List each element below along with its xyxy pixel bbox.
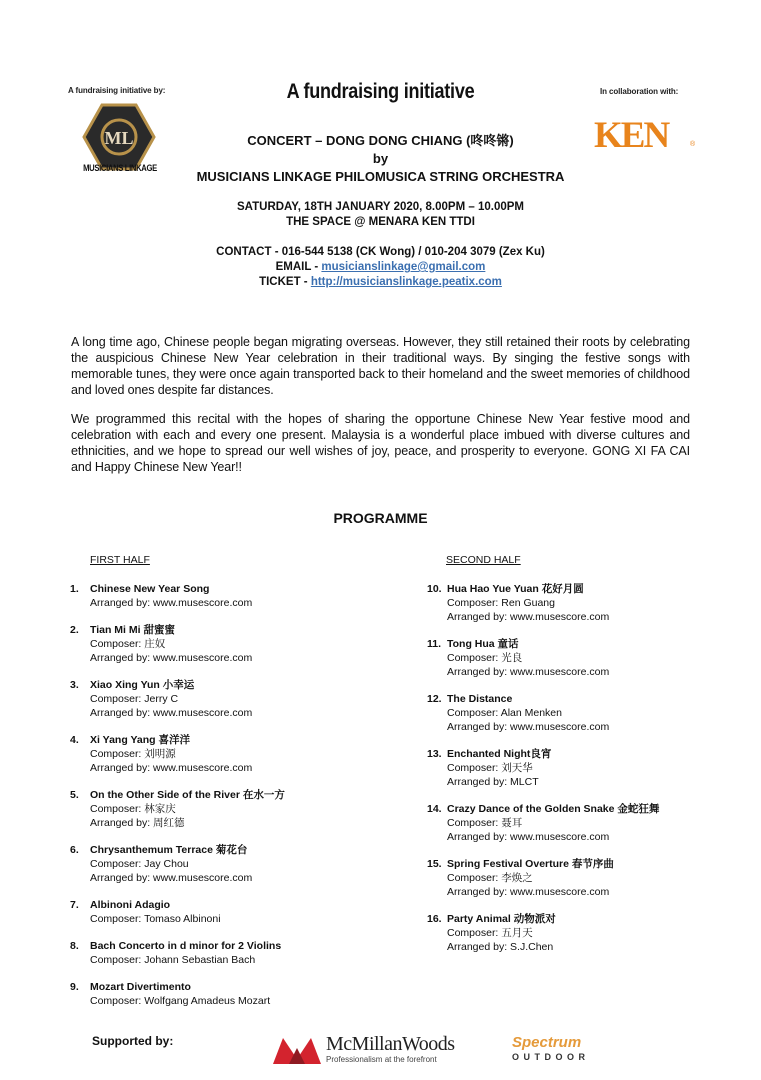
programme-item-number: 12. — [427, 693, 442, 705]
programme-item-credit: Arranged by: www.musescore.com — [90, 762, 253, 774]
programme-item-number: 9. — [70, 981, 79, 993]
programme-item-credit: Composer: 聂耳 — [447, 817, 523, 829]
programme-item-title: Tong Hua 童话 — [447, 638, 519, 650]
programme-item-number: 3. — [70, 679, 79, 691]
programme-item-credit: Composer: Jerry C — [90, 693, 179, 705]
programme-item-title: Chinese New Year Song — [90, 583, 210, 595]
mcmillanwoods-logo-text: McMillanWoods — [326, 1033, 455, 1055]
programme-item-title: Bach Concerto in d minor for 2 Violins — [90, 940, 282, 952]
programme-item-title: Mozart Divertimento — [90, 981, 191, 993]
programme-item-credit: Composer: Wolfgang Amadeus Mozart — [90, 995, 271, 1007]
orchestra-name: MUSICIANS LINKAGE PHILOMUSICA STRING ORCHESTRA — [196, 169, 565, 184]
programme-item — [70, 843, 252, 885]
spectrum-logo-text: Spectrum — [512, 1034, 582, 1051]
programme-item-credit: Composer: Jay Chou — [90, 858, 189, 870]
programme-item-credit: Composer: 李焕之 — [447, 872, 533, 884]
programme-item-credit: Composer: 光良 — [447, 652, 523, 664]
event-time-venue — [0, 200, 761, 230]
programme-item-credit: Arranged by: S.J.Chen — [447, 941, 554, 953]
programme-item — [70, 623, 252, 665]
programme-item-number: 8. — [70, 940, 79, 952]
programme-item-credit: Composer: 林家庆 — [90, 803, 176, 815]
programme-item — [70, 788, 285, 830]
programme-item-credit: Arranged by: www.musescore.com — [90, 707, 253, 719]
programme-item — [427, 802, 659, 844]
programme-item-title: Xi Yang Yang 喜洋洋 — [90, 734, 190, 746]
second-half-label: SECOND HALF — [446, 554, 521, 566]
programme-item — [427, 912, 556, 954]
programme-item — [427, 692, 609, 734]
programme-item-number: 7. — [70, 899, 79, 911]
contact-block — [0, 245, 761, 290]
programme-item-credit: Composer: Ren Guang — [447, 597, 555, 609]
programme-item-number: 4. — [70, 734, 79, 746]
programme-item-title: Crazy Dance of the Golden Snake 金蛇狂舞 — [447, 803, 660, 815]
programme-item — [70, 980, 270, 1008]
programme-item-credit: Arranged by: www.musescore.com — [447, 721, 610, 733]
programme-item-title: Chrysanthemum Terrace 菊花台 — [90, 844, 248, 856]
programme-item-credit: Composer: Alan Menken — [447, 707, 562, 719]
ken-registered-mark: ® — [690, 141, 696, 148]
programme-item-number: 16. — [427, 913, 442, 925]
programme-item-number: 15. — [427, 858, 442, 870]
programme-item-number: 13. — [427, 748, 442, 760]
programme-item-title: Party Animal 动物派对 — [447, 913, 556, 925]
programme-item — [70, 898, 221, 926]
programme-item-credit: Composer: Johann Sebastian Bach — [90, 954, 256, 966]
mcmillanwoods-tagline: Professionalism at the forefront — [326, 1055, 437, 1064]
ticket-label: TICKET - — [259, 276, 311, 288]
programme-item — [427, 747, 551, 789]
programme-item-credit: Arranged by: www.musescore.com — [90, 597, 253, 609]
programme-title: PROGRAMME — [333, 510, 428, 526]
mcmillanwoods-logo-icon — [273, 1036, 321, 1064]
concert-title: CONCERT – DONG DONG CHIANG (咚咚锵) — [247, 133, 514, 148]
programme-item-credit: Arranged by: www.musescore.com — [90, 652, 253, 664]
programme-item-credit: Arranged by: www.musescore.com — [447, 611, 610, 623]
programme-item-number: 1. — [70, 583, 79, 595]
first-half-label: FIRST HALF — [90, 554, 150, 566]
event-venue: THE SPACE @ MENARA KEN TTDI — [286, 216, 475, 228]
by-line: by — [372, 151, 389, 166]
programme-item — [70, 733, 252, 775]
page-title: A fundraising initiative — [286, 80, 475, 103]
ken-logo: KEN — [594, 115, 669, 156]
programme-item-title: Enchanted Night良宵 — [447, 748, 552, 760]
programme-item-credit: Arranged by: 周红德 — [90, 817, 185, 829]
programme-item-credit: Composer: 庄奴 — [90, 638, 166, 650]
programme-item-number: 11. — [427, 638, 442, 650]
event-date: SATURDAY, 18TH JANUARY 2020, 8.00PM – 10.00PM — [237, 201, 524, 213]
ticket-line — [0, 275, 761, 290]
programme-item-credit: Arranged by: www.musescore.com — [447, 831, 610, 843]
programme-item-title: Albinoni Adagio — [90, 899, 171, 911]
programme-item-credit: Composer: 刘明源 — [90, 748, 176, 760]
programme-item — [427, 582, 609, 624]
contact-line: CONTACT - 016-544 5138 (CK Wong) / 010-204 3079 (Zex Ku) — [216, 246, 545, 258]
fundraising-by-label: A fundraising initiative by: — [68, 86, 166, 95]
programme-item — [427, 637, 609, 679]
programme-item-title: Tian Mi Mi 甜蜜蜜 — [90, 624, 175, 636]
programme-item — [427, 857, 614, 899]
programme-item-credit: Arranged by: www.musescore.com — [447, 886, 610, 898]
supported-by-label: Supported by: — [92, 1034, 174, 1048]
programme-item-title: On the Other Side of the River 在水一方 — [90, 789, 285, 801]
programme-item — [70, 678, 252, 720]
event-heading — [0, 132, 761, 186]
spectrum-outdoor-text: OUTDOOR — [512, 1052, 590, 1062]
programme-item-title: Xiao Xing Yun 小幸运 — [90, 679, 195, 691]
recital-paragraph: We programmed this recital with the hopes of sharing the opportune Chinese New Year festive mood and celebration with each and every one present. Malaysia is a wonderful place imbued with diverse cultures and ethnicities, and we hope to spread our well wishes of joy, peace, and prosperity to everyone. GONG XI FA CAI and Happy Chinese New Year!! — [71, 412, 690, 474]
intro-paragraph: A long time ago, Chinese people began migrating overseas. However, they still retained their roots by celebrating the auspicious Chinese New Year celebration in their traditional ways. By singing the festive songs with memorable tunes, they were once again transported back to their homeland and the sweet memories of childhood and loved ones despite far distances. — [71, 335, 690, 397]
programme-item-credit: Composer: 刘天华 — [447, 762, 533, 774]
programme-item-number: 5. — [70, 789, 79, 801]
programme-item — [70, 939, 281, 967]
programme-item-title: The Distance — [447, 693, 513, 705]
musicians-linkage-logo-text: MUSICIANS LINKAGE — [83, 163, 157, 173]
programme-item-credit: Composer: Tomaso Albinoni — [90, 913, 221, 925]
programme-item-credit: Arranged by: www.musescore.com — [90, 872, 253, 884]
programme-item-number: 14. — [427, 803, 442, 815]
collaboration-label: In collaboration with: — [600, 87, 679, 96]
email-line — [0, 260, 761, 275]
programme-item — [70, 582, 252, 610]
programme-item-title: Spring Festival Overture 春节序曲 — [447, 858, 614, 870]
programme-item-number: 6. — [70, 844, 79, 856]
programme-item-credit: Arranged by: www.musescore.com — [447, 666, 610, 678]
programme-item-credit: Composer: 五月天 — [447, 927, 533, 939]
programme-item-number: 2. — [70, 624, 79, 636]
programme-item-number: 10. — [427, 583, 442, 595]
logo-mark: ML — [104, 128, 134, 148]
ticket-link[interactable]: http://musicianslinkage.peatix.com — [310, 276, 502, 288]
email-label: EMAIL - — [275, 261, 322, 273]
programme-item-title: Hua Hao Yue Yuan 花好月圆 — [447, 583, 584, 595]
email-link[interactable]: musicianslinkage@gmail.com — [321, 261, 486, 273]
programme-item-credit: Arranged by: MLCT — [447, 776, 539, 788]
